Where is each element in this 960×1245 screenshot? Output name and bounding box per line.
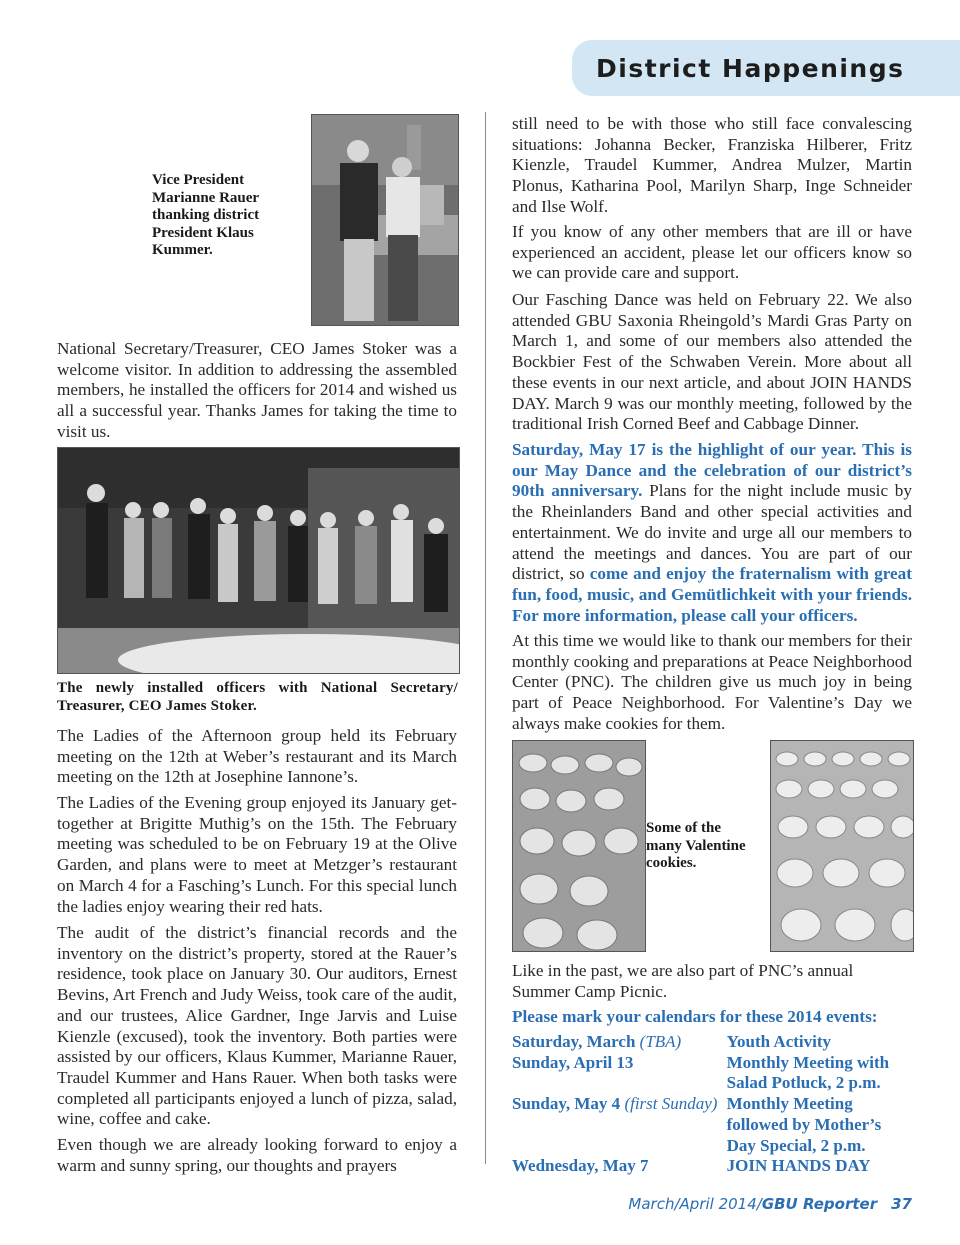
event-row: [512, 1053, 912, 1094]
event-description: Youth Activity: [726, 1032, 832, 1051]
event-date: Sunday, May 4 (first Sunday): [512, 1094, 718, 1114]
column-divider: [485, 112, 486, 1164]
section-header-tab: [572, 40, 960, 96]
paragraph-peace-neighborhood: At this time we would like to thank our members for their monthly cooking and preparations at Peace Neighborhood Center (PNC). The children give us much joy in being part of Peace Neighborhood. For Valentine’s Day we always make cookies for them.: [512, 631, 912, 733]
photo-cookies-left: [512, 740, 646, 952]
paragraph-audit: The audit of the district’s financial records and the inventory on the district’s property, stored at the Rauer’s residence, took place on January 30. Our auditors, Ernest Bevins, Art French and Judy Weiss, took care of the audit, and our trustees, Alice Gardner, Inge Jarvis and Luise Kienzle (excused), took the inventory. Both parties were assisted by our officers, Klaus Kummer, Marianne Rauer, Traudel Kummer and Hans Rauer. When both tasks were completed all participants enjoyed a lunch of pizza, salad, wine, coffee and cake.: [57, 923, 457, 1129]
paragraph-afternoon-group: The Ladies of the Afternoon group held its February meeting on the 12th at Weber’s restaurant and its March meeting on the 12th at Josephine Iannone’s.: [57, 726, 457, 787]
event-date: Sunday, April 13: [512, 1052, 634, 1072]
footer-issue: March/April 2014/: [628, 1195, 762, 1213]
photo1-caption: Vice President Marianne Rauer thanking district President Klaus Kummer.: [152, 172, 260, 258]
event-description: Monthly Meeting followed by Mother’s Day Special, 2 p.m.: [726, 1094, 882, 1155]
fraternalism-highlight: come and enjoy the fraternalism with great fun, food, music, and Gemütlichkeit with your friends. For more information, please call your officers.: [512, 564, 912, 625]
event-row: [512, 1156, 912, 1177]
paragraph-convalescing: still need to be with those who still face convalescing situations: Johanna Becker, Franziska Hilberer, Fritz Kienzle, Traudel Kummer, Andrea Mulzer, Martin Plonus, Katharina Pool, Marilyn Sharp, Inge Schneider and Ilse Wolf.: [512, 114, 912, 216]
photo-vice-president: [311, 114, 459, 326]
paragraph-fasching: Our Fasching Dance was held on February 22. We also attended GBU Saxonia Rheingold’s Mardi Gras Party on March 1, and some of our members also attended the Bockbier Fest of the Schwaben Verein. More about all these events in our next article, and about JOIN HANDS DAY. March 9 was our monthly meeting, followed by the traditional Irish Corned Beef and Cabbage Dinner.: [512, 290, 912, 434]
photo-cookies-right: [770, 740, 914, 952]
event-date: Wednesday, May 7: [512, 1156, 649, 1176]
event-row: [512, 1032, 912, 1053]
events-intro: Please mark your calendars for these 2014 events:: [512, 1007, 878, 1026]
event-row: [512, 1094, 912, 1156]
event-description: JOIN HANDS DAY: [726, 1156, 871, 1176]
paragraph-may-dance: [512, 440, 912, 626]
paragraph-ill-members: If you know of any other members that are ill or have experienced an accident, please let our officers know so we can provide care and support.: [512, 222, 912, 283]
photo-officers-group: [57, 447, 460, 674]
cookies-caption: Some of the many Valentine cookies.: [646, 820, 746, 871]
event-description: Monthly Meeting with Salad Potluck, 2 p.m.: [726, 1052, 890, 1093]
page-footer: [628, 1195, 912, 1213]
paragraph-evening-group: The Ladies of the Evening group enjoyed its January get-together at Brigitte Muthig’s on the 15th. The February meeting was scheduled to be on February 19 at the Olive Garden, and plans were to meet at Metzger’s restaurant on March 4 for a Fasching’s Lunch. For this special lunch the ladies enjoy wearing their red hats.: [57, 793, 457, 916]
events-list: [512, 1032, 912, 1177]
paragraph-summer-camp: Like in the past, we are also part of PNC’s annual Summer Camp Picnic.: [512, 961, 854, 1001]
photo2-caption: The newly installed officers with National Secretary/ Treasurer, CEO James Stoker.: [57, 680, 458, 714]
event-date: Saturday, March (TBA): [512, 1032, 682, 1051]
page-number: 37: [891, 1195, 912, 1213]
section-title: District Happenings: [596, 53, 905, 83]
may-dance-text: Plans for the night include music by the Rheinlanders Band and other special activities and entertainment. We do invite and urge all our members to attend the meetings and dances. You are part of our district, so: [512, 481, 912, 584]
paragraph-spring: Even though we are already looking forward to enjoy a warm and sunny spring, our thoughts and prayers: [57, 1135, 457, 1175]
footer-publication: GBU Reporter: [761, 1195, 878, 1213]
may-dance-highlight: Saturday, May 17 is the highlight of our year. This is our May Dance and the celebration of our district’s 90th anniversary.: [512, 440, 912, 501]
paragraph-visitor: National Secretary/Treasurer, CEO James Stoker was a welcome visitor. In addition to addressing the assembled members, he installed the officers for 2014 and wished us all a successful year. Thanks James for taking the time to visit us.: [57, 339, 457, 441]
